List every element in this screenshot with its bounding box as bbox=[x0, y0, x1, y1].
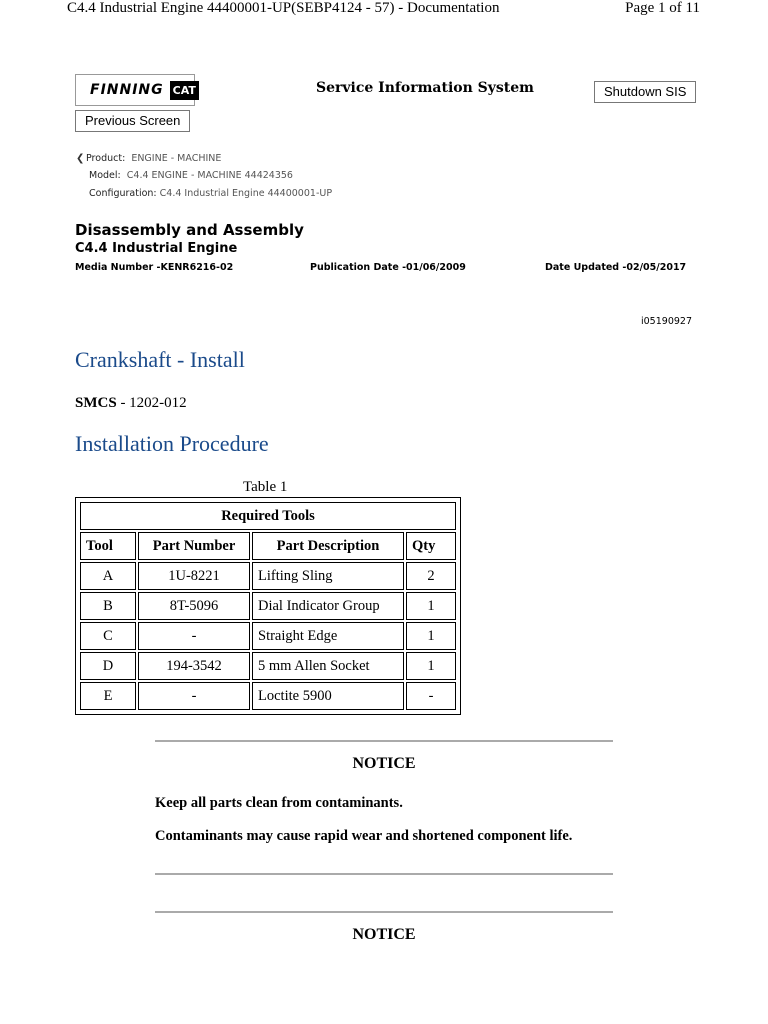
qty-cell: 1 bbox=[406, 592, 456, 620]
qty-cell: - bbox=[406, 682, 456, 710]
cat-logo-badge: CAT bbox=[170, 81, 199, 100]
configuration-value: C4.4 Industrial Engine 44400001-UP bbox=[159, 188, 333, 199]
configuration-label: Configuration: bbox=[89, 188, 157, 199]
document-type: Disassembly and Assembly bbox=[75, 221, 304, 239]
notice-divider-top bbox=[155, 911, 613, 913]
smcs-value: - 1202-012 bbox=[116, 395, 187, 411]
qty-cell: 2 bbox=[406, 562, 456, 590]
qty-cell: 1 bbox=[406, 622, 456, 650]
table-title: Required Tools bbox=[80, 502, 456, 530]
tool-cell: D bbox=[80, 652, 136, 680]
part-description-cell: 5 mm Allen Socket bbox=[252, 652, 404, 680]
table-header-row bbox=[80, 532, 456, 560]
part-number-cell: 8T-5096 bbox=[138, 592, 250, 620]
model-value: C4.4 ENGINE - MACHINE 44424356 bbox=[126, 170, 293, 181]
notice-divider-bottom bbox=[155, 873, 613, 875]
tool-cell: E bbox=[80, 682, 136, 710]
finning-logo-text: FINNING bbox=[90, 82, 164, 98]
table-row bbox=[80, 622, 456, 650]
finning-cat-logo bbox=[75, 74, 195, 106]
table-row bbox=[80, 682, 456, 710]
page-header-title: C4.4 Industrial Engine 44400001-UP(SEBP4124 - 57) - Documentation bbox=[67, 0, 500, 16]
table-row bbox=[80, 652, 456, 680]
required-tools-table bbox=[78, 500, 458, 712]
breadcrumb-configuration bbox=[89, 188, 332, 199]
part-description-cell: Loctite 5900 bbox=[252, 682, 404, 710]
part-description-cell: Lifting Sling bbox=[252, 562, 404, 590]
notice-divider-top bbox=[155, 740, 613, 742]
table-row bbox=[80, 562, 456, 590]
breadcrumb-model bbox=[89, 170, 293, 181]
model-label: Model: bbox=[89, 170, 121, 181]
part-description-cell: Straight Edge bbox=[252, 622, 404, 650]
date-updated: Date Updated -02/05/2017 bbox=[545, 262, 687, 273]
previous-screen-button[interactable]: Previous Screen bbox=[75, 110, 190, 132]
notice-text: Keep all parts clean from contaminants. bbox=[155, 795, 403, 811]
product-label: Product: bbox=[86, 153, 126, 164]
required-tools-table-frame bbox=[75, 497, 461, 715]
part-number-cell: - bbox=[138, 622, 250, 650]
document-engine: C4.4 Industrial Engine bbox=[75, 241, 238, 256]
notice-heading: NOTICE bbox=[352, 926, 416, 943]
notice-text: Contaminants may cause rapid wear and shortened component life. bbox=[155, 828, 573, 844]
breadcrumb-product[interactable] bbox=[76, 153, 221, 164]
product-value: ENGINE - MACHINE bbox=[131, 153, 222, 164]
document-id: i05190927 bbox=[641, 316, 692, 327]
page-indicator: Page 1 of 11 bbox=[625, 0, 700, 16]
part-number-cell: 1U-8221 bbox=[138, 562, 250, 590]
part-number-cell: - bbox=[138, 682, 250, 710]
system-title: Service Information System bbox=[316, 80, 534, 96]
qty-cell: 1 bbox=[406, 652, 456, 680]
publication-date: Publication Date -01/06/2009 bbox=[310, 262, 466, 273]
tool-cell: A bbox=[80, 562, 136, 590]
column-header-part-number: Part Number bbox=[138, 532, 250, 560]
column-header-qty: Qty bbox=[406, 532, 456, 560]
tool-cell: C bbox=[80, 622, 136, 650]
part-number-cell: 194-3542 bbox=[138, 652, 250, 680]
chevron-left-icon: ❮ bbox=[76, 153, 85, 164]
smcs-code bbox=[75, 395, 187, 412]
media-number: Media Number -KENR6216-02 bbox=[75, 262, 234, 273]
section-title: Installation Procedure bbox=[75, 431, 269, 456]
smcs-label: SMCS bbox=[75, 395, 117, 411]
column-header-tool: Tool bbox=[80, 532, 136, 560]
tool-cell: B bbox=[80, 592, 136, 620]
table-caption: Table 1 bbox=[243, 479, 288, 495]
column-header-part-description: Part Description bbox=[252, 532, 404, 560]
part-description-cell: Dial Indicator Group bbox=[252, 592, 404, 620]
notice-heading: NOTICE bbox=[352, 755, 416, 772]
shutdown-sis-button[interactable]: Shutdown SIS bbox=[594, 81, 696, 103]
table-row bbox=[80, 592, 456, 620]
page-title: Crankshaft - Install bbox=[75, 347, 245, 372]
